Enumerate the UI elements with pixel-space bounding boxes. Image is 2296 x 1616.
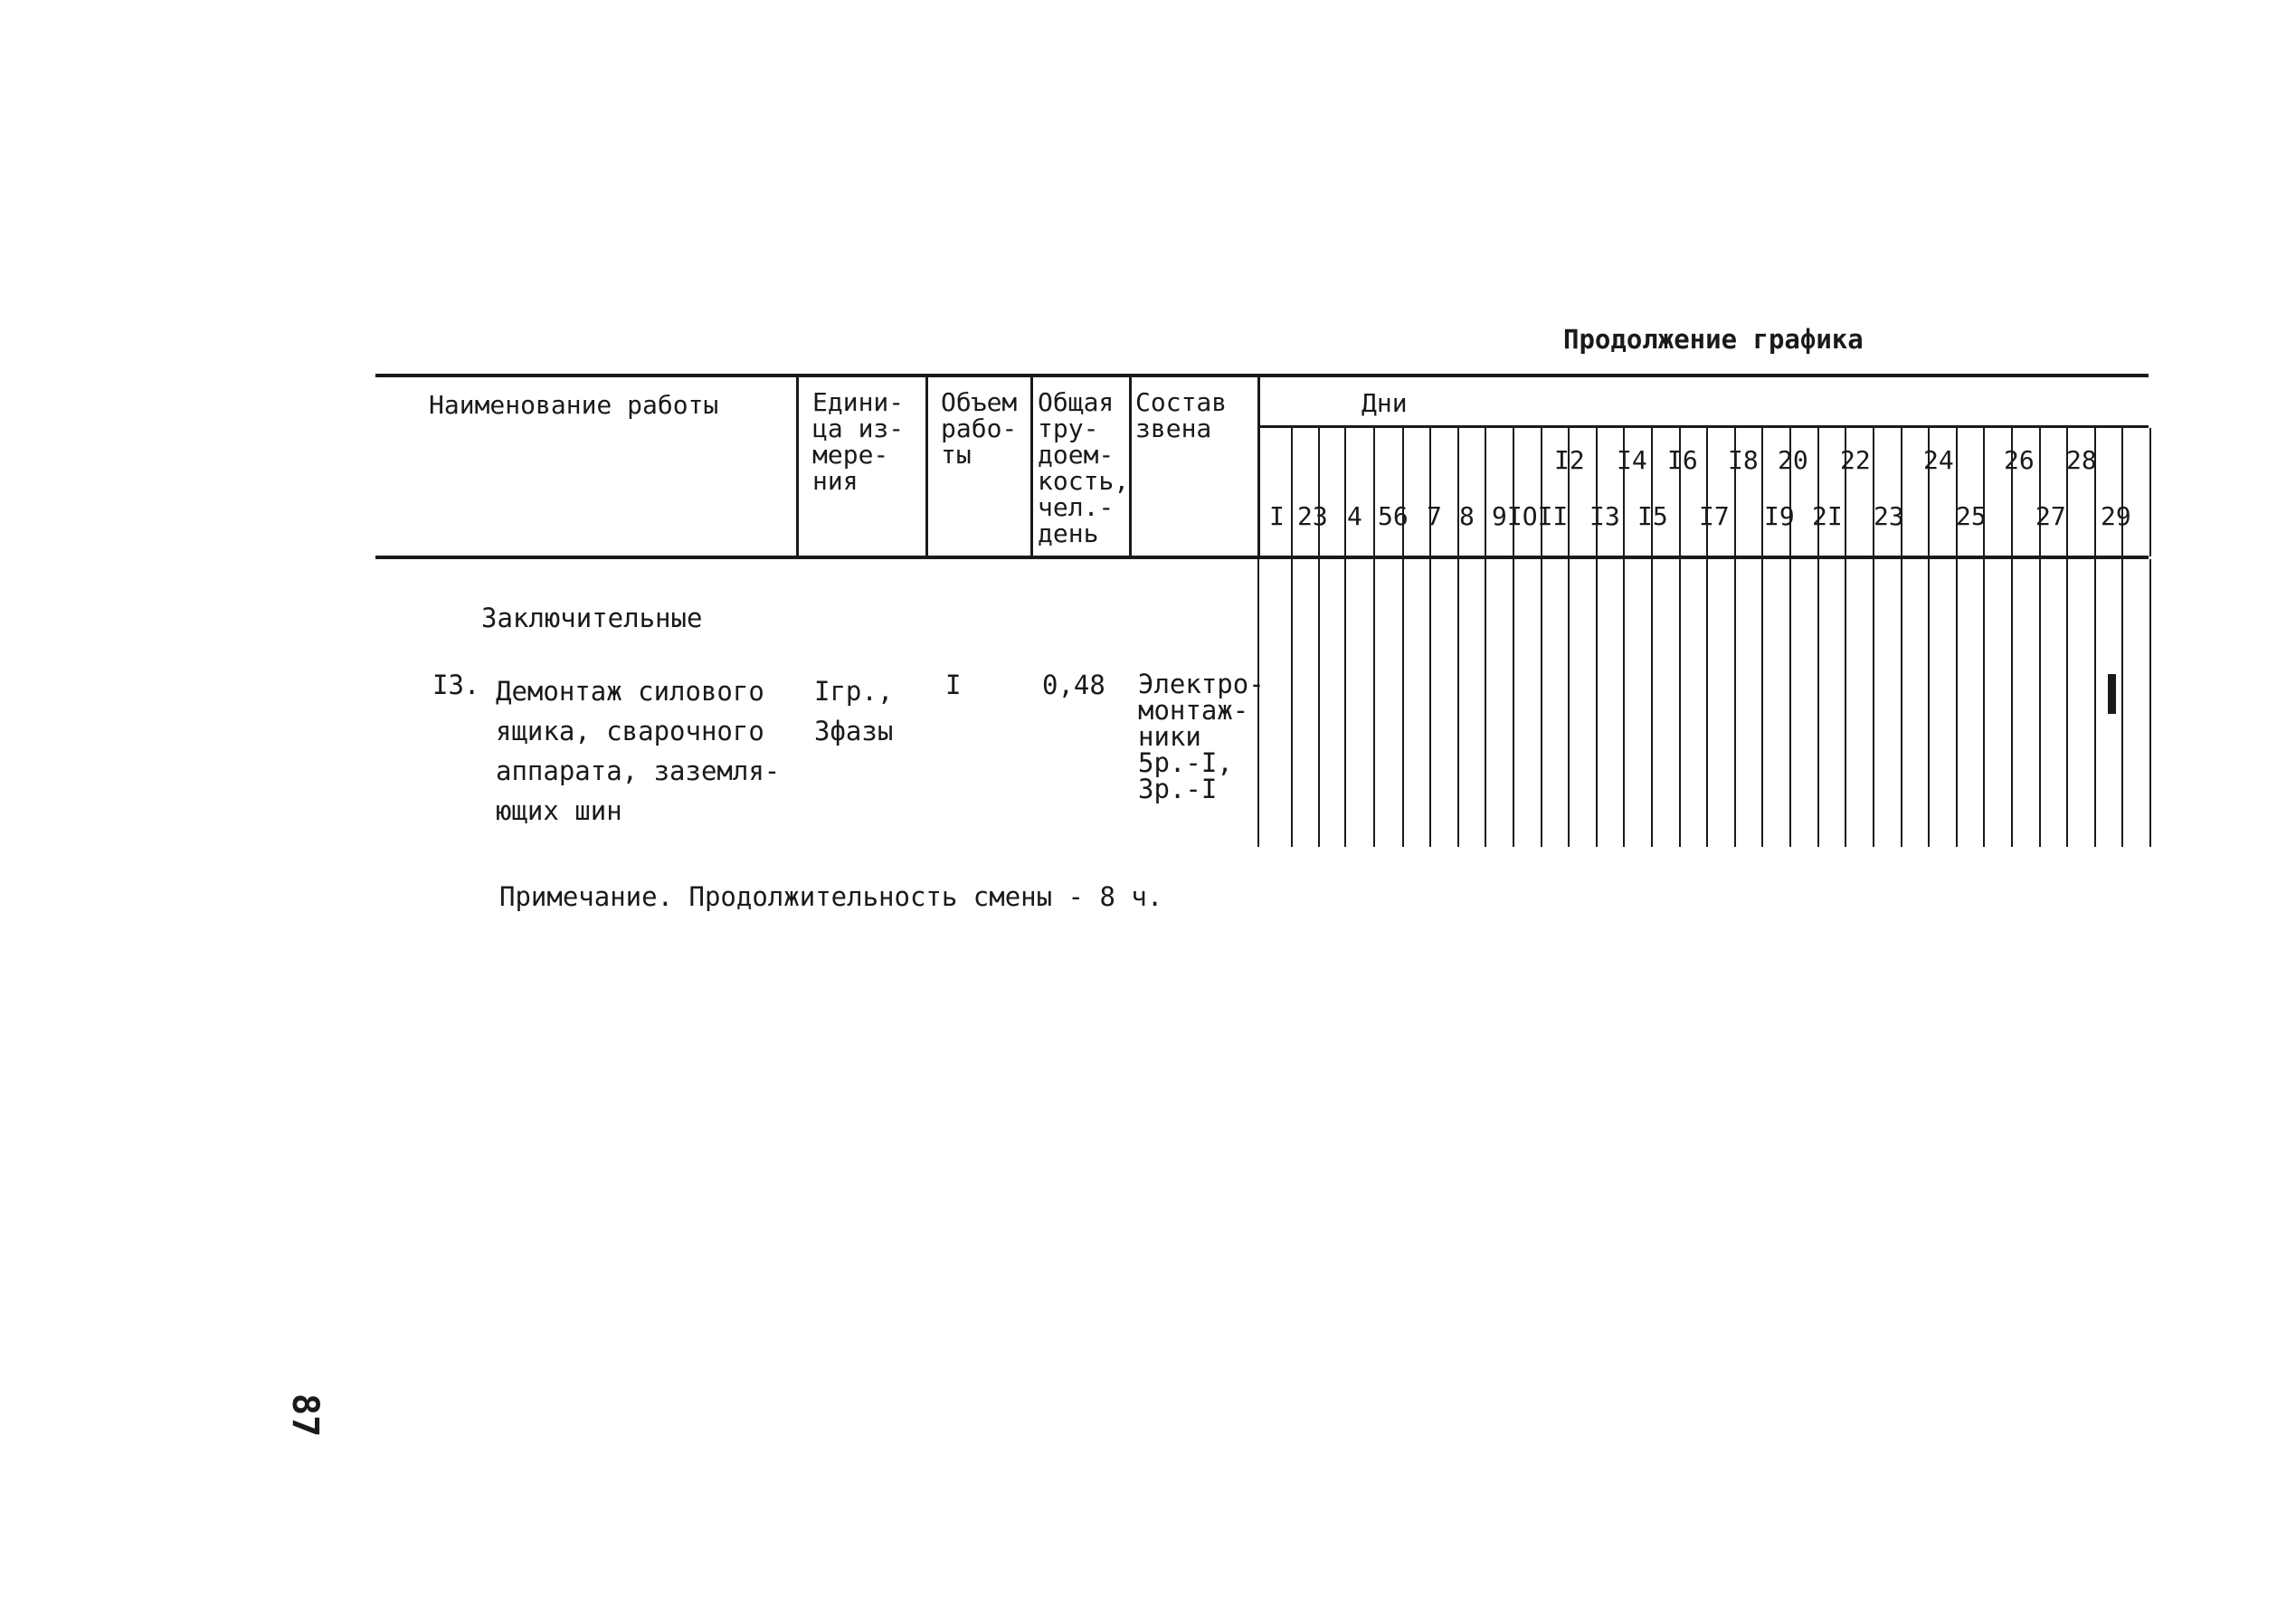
- day-label-26: 26: [2004, 445, 2035, 475]
- day-grid-line-body: [1734, 559, 1736, 847]
- day-grid-line-body: [1983, 559, 1985, 847]
- day-grid-line-body: [1291, 559, 1293, 847]
- day-label-2-3: 23: [1297, 501, 1328, 531]
- day-label-28: 28: [2066, 445, 2097, 475]
- row-labor: 0,48: [1042, 670, 1105, 700]
- day-grid-line-body: [1679, 559, 1681, 847]
- header-labor: Общая тру- доем- кость, чел.- день: [1038, 387, 1130, 548]
- header-crew: Состав звена: [1135, 387, 1228, 443]
- header-work-name: Наименование работы: [429, 390, 719, 420]
- day-grid-line-body: [1651, 559, 1653, 847]
- row-number: I3.: [432, 670, 480, 700]
- row-work-name: Демонтаж силового ящика, сварочного аппарата, заземля- ющих шин: [496, 676, 781, 826]
- day-grid-line-body: [1596, 559, 1598, 847]
- day-grid-line-body: [2039, 559, 2041, 847]
- row-crew: Электро- монтаж- ники 5р.-I, 3р.-I: [1138, 669, 1265, 804]
- day-grid-line-body: [1373, 559, 1375, 847]
- day-grid-line-header: [1541, 428, 1542, 556]
- day-grid-line-body: [2094, 559, 2096, 847]
- day-label-29: 29: [2101, 501, 2131, 531]
- schedule-bar-day-29: [2108, 674, 2116, 714]
- day-grid-line-body: [2121, 559, 2123, 847]
- day-grid-line-header: [1344, 428, 1346, 556]
- day-grid-line-header: [1901, 428, 1902, 556]
- day-grid-line-header: [1817, 428, 1819, 556]
- day-label-18: I8: [1728, 445, 1759, 475]
- day-label-4: 4: [1347, 501, 1362, 531]
- day-grid-line-body: [1901, 559, 1902, 847]
- col-separator-days: [1257, 375, 1260, 556]
- section-title: Заключительные: [481, 603, 703, 633]
- day-grid-line-body: [1457, 559, 1459, 847]
- col-separator-labor: [1030, 375, 1033, 556]
- day-grid-line-body: [1485, 559, 1486, 847]
- day-grid-line-header: [1291, 428, 1293, 556]
- day-grid-line-body: [1873, 559, 1874, 847]
- day-grid-line-header: [1956, 428, 1958, 556]
- header-days: Дни: [1361, 388, 1408, 418]
- day-grid-line-header: [1485, 428, 1486, 556]
- day-grid-line-body: [1513, 559, 1514, 847]
- day-label-27: 27: [2035, 501, 2066, 531]
- day-label-24: 24: [1923, 445, 1954, 475]
- header-unit: Едини- ца из- мере- ния: [812, 387, 905, 496]
- header-volume: Объем рабо- ты: [941, 387, 1018, 470]
- day-grid-line-body: [2011, 559, 2013, 847]
- day-grid-line-body: [1761, 559, 1763, 847]
- row-volume: I: [945, 670, 962, 700]
- day-grid-line-header: [1983, 428, 1985, 556]
- day-label-9-10-11: 9IOII: [1492, 501, 1569, 531]
- day-grid-line-header: [1373, 428, 1375, 556]
- day-grid-line-body: [1344, 559, 1346, 847]
- day-grid-line-body: [1429, 559, 1431, 847]
- day-grid-line-header: [1873, 428, 1874, 556]
- col-separator-volume: [925, 375, 928, 556]
- day-grid-line-body: [1789, 559, 1791, 847]
- day-grid-line-header: [1429, 428, 1431, 556]
- day-grid-line-header: [1596, 428, 1598, 556]
- col-separator-unit: [796, 375, 799, 556]
- day-label-25: 25: [1956, 501, 1987, 531]
- day-grid-line-header: [1706, 428, 1708, 556]
- table-caption: Продолжение графика: [1563, 324, 1864, 355]
- day-label-15: I5: [1637, 501, 1668, 531]
- day-grid-line-body: [1568, 559, 1570, 847]
- day-grid-line-header: [2149, 428, 2151, 556]
- day-grid-line-body: [2066, 559, 2068, 847]
- day-grid-line-body: [1623, 559, 1625, 847]
- day-grid-line-body: [1928, 559, 1930, 847]
- header-bottom-rule: [375, 556, 2149, 559]
- day-grid-line-header: [1318, 428, 1320, 556]
- day-grid-line-header: [1651, 428, 1653, 556]
- day-grid-line-body: [1402, 559, 1404, 847]
- day-grid-line-body: [1318, 559, 1320, 847]
- day-label-5-6: 56: [1378, 501, 1409, 531]
- day-label-16: I6: [1667, 445, 1698, 475]
- col-separator-crew: [1129, 375, 1132, 556]
- day-grid-line-header: [2039, 428, 2041, 556]
- page-number: 87: [284, 1393, 326, 1438]
- day-grid-line-header: [1761, 428, 1763, 556]
- days-subheader-rule: [1260, 425, 2149, 428]
- day-label-1: I: [1269, 501, 1285, 531]
- day-grid-line-header: [1457, 428, 1459, 556]
- footnote: Примечание. Продолжительность смены - 8 ч.: [499, 881, 1163, 912]
- day-label-7: 7: [1427, 501, 1442, 531]
- day-grid-line-body: [1706, 559, 1708, 847]
- day-grid-line-body: [1817, 559, 1819, 847]
- day-grid-line-header: [1513, 428, 1514, 556]
- table-top-rule: [375, 374, 2149, 377]
- day-label-13: I3: [1589, 501, 1620, 531]
- day-label-22: 22: [1840, 445, 1871, 475]
- day-grid-line-header: [1402, 428, 1404, 556]
- day-grid-line-body: [1541, 559, 1542, 847]
- day-label-23: 23: [1874, 501, 1904, 531]
- day-grid-line-body: [1956, 559, 1958, 847]
- row-unit: Iгр., 3фазы: [814, 676, 894, 746]
- day-label-21: 2I: [1812, 501, 1843, 531]
- day-label-14: I4: [1617, 445, 1647, 475]
- day-grid-line-body: [1845, 559, 1846, 847]
- day-label-12: I2: [1554, 445, 1585, 475]
- day-label-17: I7: [1699, 501, 1730, 531]
- day-grid-line-header: [2121, 428, 2123, 556]
- day-label-19: I9: [1764, 501, 1795, 531]
- day-grid-line-body: [2149, 559, 2151, 847]
- day-label-20: 20: [1778, 445, 1808, 475]
- day-label-8: 8: [1459, 501, 1475, 531]
